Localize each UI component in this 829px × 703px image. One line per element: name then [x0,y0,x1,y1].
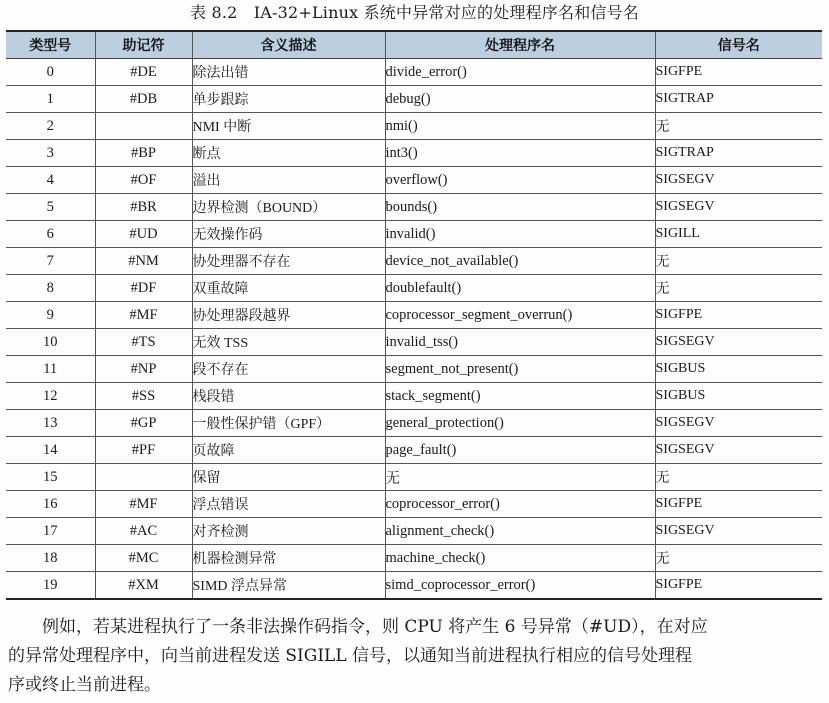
cell-signal: SIGTRAP [655,140,822,167]
cell-mnemonic: #MF [95,302,192,329]
cell-handler: nmi() [385,113,655,140]
table-row [6,437,822,464]
table-row [6,302,822,329]
cell-type: 11 [6,356,95,383]
cell-handler: stack_segment() [385,383,655,410]
cell-handler: overflow() [385,167,655,194]
table-body [6,59,822,600]
cell-handler: invalid_tss() [385,329,655,356]
table-row [6,383,822,410]
cell-handler: segment_not_present() [385,356,655,383]
table-row [6,59,822,86]
cell-signal: 无 [655,464,822,491]
cell-signal: 无 [655,545,822,572]
cell-type: 13 [6,410,95,437]
cell-mnemonic [95,464,192,491]
paragraph-line: 序或终止当前进程。 [8,675,161,695]
cell-signal: 无 [655,113,822,140]
cell-mnemonic: #AC [95,518,192,545]
cell-signal: SIGSEGV [655,329,822,356]
table-row [6,572,822,600]
paragraph-line: 例如，若某进程执行了一条非法操作码指令，则 CPU 将产生 6 号异常（#UD），在对应 [42,617,708,637]
cell-signal: SIGBUS [655,356,822,383]
cell-handler: bounds() [385,194,655,221]
cell-type: 17 [6,518,95,545]
table-row [6,356,822,383]
cell-handler: device_not_available() [385,248,655,275]
cell-mnemonic: #DF [95,275,192,302]
cell-description: 页故障 [192,437,385,464]
cell-type: 18 [6,545,95,572]
cell-type: 19 [6,572,95,600]
cell-mnemonic: #MC [95,545,192,572]
cell-type: 0 [6,59,95,86]
cell-mnemonic: #MF [95,491,192,518]
cell-description: 无效操作码 [192,221,385,248]
table-header-row [6,31,822,59]
table-caption: 表 8.2 IA-32+Linux 系统中异常对应的处理程序名和信号名 [189,3,640,22]
cell-signal: SIGSEGV [655,437,822,464]
cell-signal: SIGFPE [655,302,822,329]
cell-mnemonic: #BP [95,140,192,167]
cell-type: 4 [6,167,95,194]
cell-type: 7 [6,248,95,275]
body-paragraph [8,613,820,700]
cell-signal: SIGBUS [655,383,822,410]
table-row [6,86,822,113]
cell-type: 14 [6,437,95,464]
cell-signal: SIGTRAP [655,86,822,113]
header-signal: 信号名 [655,31,822,59]
table-row [6,113,822,140]
cell-type: 3 [6,140,95,167]
cell-description: 对齐检测 [192,518,385,545]
cell-signal: SIGFPE [655,59,822,86]
cell-type: 15 [6,464,95,491]
cell-type: 2 [6,113,95,140]
cell-description: NMI 中断 [192,113,385,140]
cell-signal: SIGILL [655,221,822,248]
cell-handler: debug() [385,86,655,113]
cell-signal: SIGFPE [655,491,822,518]
header-type: 类型号 [6,31,95,59]
cell-description: SIMD 浮点异常 [192,572,385,600]
cell-description: 无效 TSS [192,329,385,356]
cell-mnemonic [95,113,192,140]
cell-mnemonic: #PF [95,437,192,464]
cell-mnemonic: #GP [95,410,192,437]
cell-signal: SIGFPE [655,572,822,600]
cell-description: 断点 [192,140,385,167]
table-row [6,248,822,275]
cell-description: 溢出 [192,167,385,194]
cell-type: 1 [6,86,95,113]
cell-handler: coprocessor_error() [385,491,655,518]
exception-table [6,30,822,600]
cell-type: 5 [6,194,95,221]
cell-type: 6 [6,221,95,248]
cell-description: 栈段错 [192,383,385,410]
cell-handler: simd_coprocessor_error() [385,572,655,600]
cell-handler: int3() [385,140,655,167]
cell-mnemonic: #NP [95,356,192,383]
cell-description: 段不存在 [192,356,385,383]
cell-description: 边界检测（BOUND） [192,194,385,221]
table-row [6,275,822,302]
cell-handler: doublefault() [385,275,655,302]
table-row [6,518,822,545]
cell-description: 一般性保护错（GPF） [192,410,385,437]
cell-description: 单步跟踪 [192,86,385,113]
cell-signal: 无 [655,275,822,302]
cell-mnemonic: #SS [95,383,192,410]
cell-mnemonic: #UD [95,221,192,248]
cell-signal: SIGSEGV [655,167,822,194]
cell-handler: invalid() [385,221,655,248]
table-row [6,140,822,167]
cell-signal: SIGSEGV [655,410,822,437]
cell-mnemonic: #NM [95,248,192,275]
cell-signal: 无 [655,248,822,275]
cell-mnemonic: #DB [95,86,192,113]
cell-description: 浮点错误 [192,491,385,518]
table-row [6,491,822,518]
table-row [6,194,822,221]
table-row [6,329,822,356]
cell-handler: alignment_check() [385,518,655,545]
cell-type: 16 [6,491,95,518]
cell-handler: coprocessor_segment_overrun() [385,302,655,329]
table-row [6,545,822,572]
cell-description: 机器检测异常 [192,545,385,572]
cell-signal: SIGSEGV [655,518,822,545]
cell-type: 12 [6,383,95,410]
cell-mnemonic: #XM [95,572,192,600]
paragraph-line: 的异常处理程序中，向当前进程发送 SIGILL 信号，以通知当前进程执行相应的信号处理程 [8,646,693,666]
cell-description: 保留 [192,464,385,491]
cell-type: 10 [6,329,95,356]
cell-handler: machine_check() [385,545,655,572]
header-mnemonic: 助记符 [95,31,192,59]
cell-mnemonic: #TS [95,329,192,356]
table-row [6,464,822,491]
table-row [6,410,822,437]
cell-type: 8 [6,275,95,302]
table-row [6,221,822,248]
cell-description: 协处理器段越界 [192,302,385,329]
cell-description: 双重故障 [192,275,385,302]
cell-handler: 无 [385,464,655,491]
cell-signal: SIGSEGV [655,194,822,221]
cell-handler: page_fault() [385,437,655,464]
cell-description: 协处理器不存在 [192,248,385,275]
cell-mnemonic: #BR [95,194,192,221]
header-description: 含义描述 [192,31,385,59]
cell-mnemonic: #OF [95,167,192,194]
cell-description: 除法出错 [192,59,385,86]
cell-handler: divide_error() [385,59,655,86]
table-row [6,167,822,194]
cell-handler: general_protection() [385,410,655,437]
header-handler: 处理程序名 [385,31,655,59]
cell-type: 9 [6,302,95,329]
cell-mnemonic: #DE [95,59,192,86]
